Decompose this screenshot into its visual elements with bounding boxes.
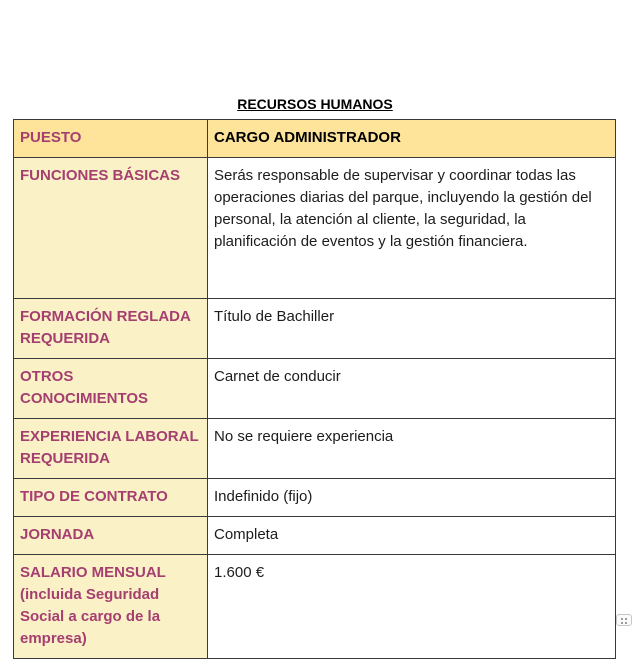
row-value: 1.600 € bbox=[208, 555, 616, 659]
row-value: Indefinido (fijo) bbox=[208, 479, 616, 517]
row-value: Carnet de conducir bbox=[208, 359, 616, 419]
table-row-tipo-contrato bbox=[14, 479, 616, 517]
row-value: No se requiere experiencia bbox=[208, 419, 616, 479]
drag-handle-icon[interactable] bbox=[616, 614, 632, 626]
table-row-otros-conocimientos bbox=[14, 359, 616, 419]
row-value: Título de Bachiller bbox=[208, 299, 616, 359]
table-row-salario bbox=[14, 555, 616, 659]
row-label: EXPERIENCIA LABORAL REQUERIDA bbox=[14, 419, 208, 479]
table-row-experiencia bbox=[14, 419, 616, 479]
row-label: SALARIO MENSUAL (incluida Seguridad Social a cargo de la empresa) bbox=[14, 555, 208, 659]
row-label: JORNADA bbox=[14, 517, 208, 555]
row-label: FUNCIONES BÁSICAS bbox=[14, 158, 208, 299]
row-label: PUESTO bbox=[14, 120, 208, 158]
row-value: Completa bbox=[208, 517, 616, 555]
table-row-jornada bbox=[14, 517, 616, 555]
row-label: FORMACIÓN REGLADA REQUERIDA bbox=[14, 299, 208, 359]
row-value: Serás responsable de supervisar y coordinar todas las operaciones diarias del parque, incluyendo la gestión del personal, la atención al cliente, la seguridad, la planificación de eventos y la gestión financiera. bbox=[208, 158, 616, 299]
row-label: TIPO DE CONTRATO bbox=[14, 479, 208, 517]
row-value: CARGO ADMINISTRADOR bbox=[208, 120, 616, 158]
table-row-formacion bbox=[14, 299, 616, 359]
job-description-table bbox=[13, 119, 616, 659]
table-row-puesto bbox=[14, 120, 616, 158]
table-row-funciones bbox=[14, 158, 616, 299]
document-title: RECURSOS HUMANOS bbox=[237, 96, 393, 112]
row-label: OTROS CONOCIMIENTOS bbox=[14, 359, 208, 419]
